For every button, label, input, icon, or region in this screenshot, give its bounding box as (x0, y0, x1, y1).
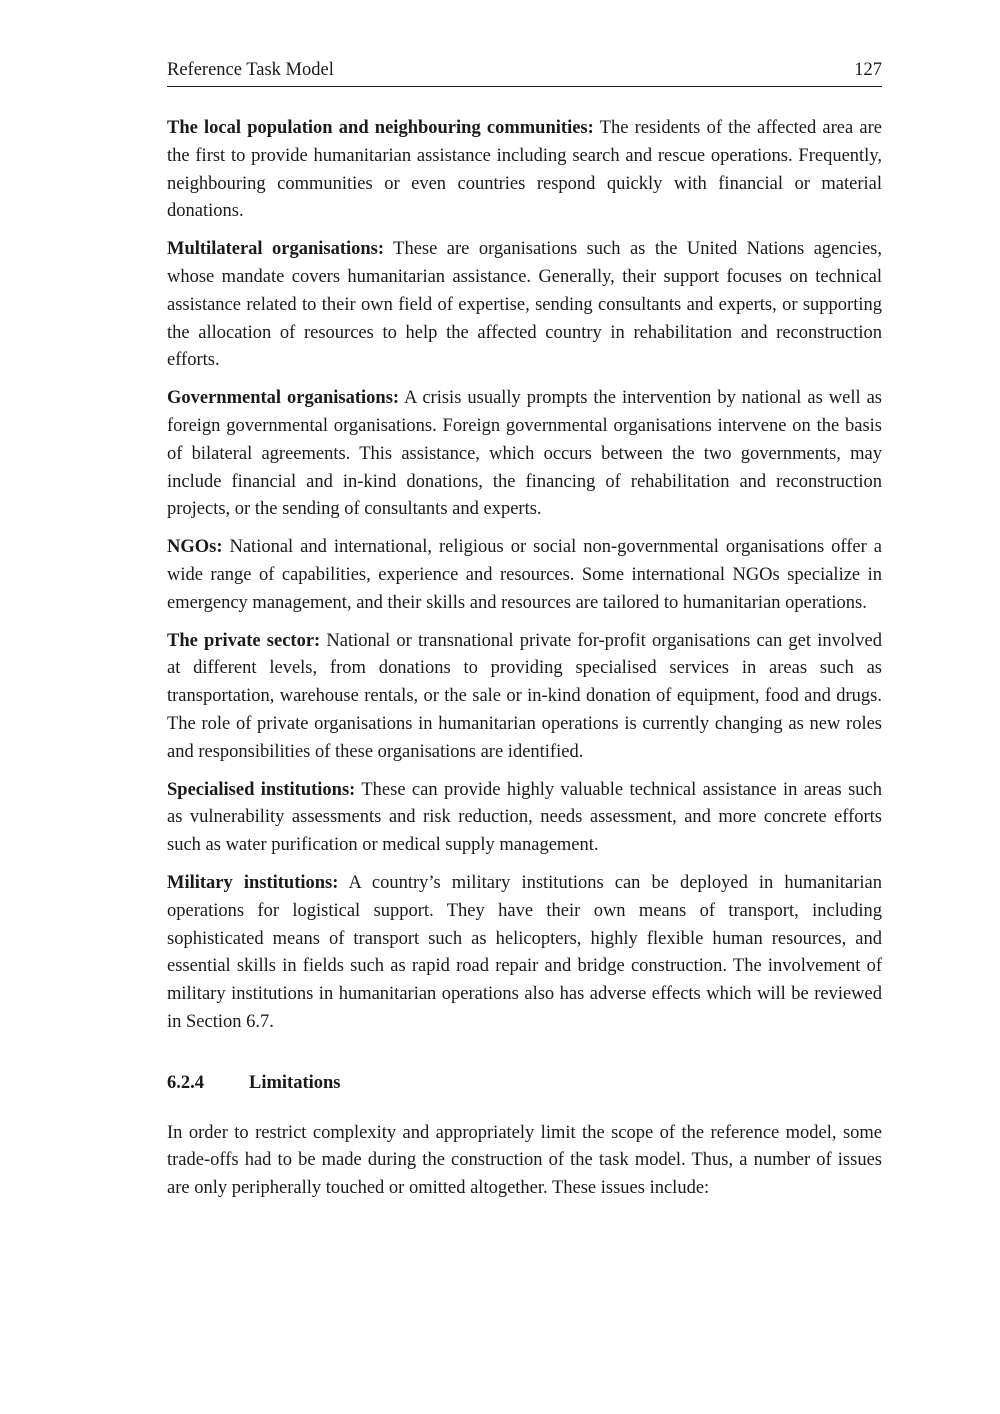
paragraph-ngos (167, 534, 882, 617)
paragraph-governmental-organisations (167, 385, 882, 524)
page-content (167, 115, 882, 1203)
text-military-institutions: A country’s military institutions can be deployed in humanitarian operations for logistical support. They have their own means of transport, including sophisticated means of transport such as helicopters, highly flexible human resources, and essential skills in fields such as rapid road repair and bridge construction. The involvement of military institutions in humanitarian operations also has adverse effects which will be reviewed in Section 6.7. (167, 872, 882, 1032)
text-specialised-institutions: These can provide highly valuable technical assistance in areas such as vulnerability assessments and risk reduction, needs assessment, and more concrete efforts such as water purification or medical supply management. (167, 779, 883, 856)
text-multilateral-organisations: These are organisations such as the United Nations agencies, whose mandate covers humanitarian assistance. Generally, their support focuses on technical assistance related to their own field of expertise, sending consultants and experts, or supporting the allocation of resources to help the affected country in rehabilitation and reconstruction efforts. (167, 239, 882, 371)
text-ngos: National and international, religious or social non-governmental organisations offer a wide range of capabilities, experience and resources. Some international NGOs specialize in emergency management, and their skills and resources are tailored to humanitarian operations. (167, 537, 882, 613)
paragraph-specialised-institutions (167, 777, 882, 860)
term-private-sector: The private sector: (167, 630, 321, 651)
paragraph-multilateral-organisations (167, 236, 882, 375)
text-private-sector: National or transnational private for-profit organisations can get involved at different levels, from donations to providing specialised services in areas such as transportation, warehouse rentals, or the sale or in-kind donation of equipment, food and drugs. The role of private organisations in humanitarian operations is currently changing as new roles and responsibilities of these organisations are identified. (167, 630, 882, 762)
paragraph-military-institutions (167, 870, 882, 1037)
term-governmental-organisations: Governmental organisations: (167, 388, 400, 409)
document-page (167, 58, 882, 1213)
section-body-paragraph: In order to restrict complexity and appropriately limit the scope of the reference model, some trade-offs had to be made during the construction of the task model. Thus, a number of issues are only peripherally touched or omitted altogether. These issues include: (167, 1122, 882, 1199)
section-title: Limitations (249, 1072, 341, 1093)
text-governmental-organisations: A crisis usually prompts the intervention by national as well as foreign governmental organisations. Foreign governmental organisations intervene on the basis of bilateral agreements. This assistance, which occurs between the two governments, may include financial and in-kind donations, the financing of rehabilitation and reconstruction projects, or the sending of consultants and experts. (167, 388, 882, 520)
term-specialised-institutions: Specialised institutions: (167, 779, 356, 800)
term-local-population: The local population and neighbouring communities: (167, 118, 594, 138)
running-header (167, 58, 882, 87)
section-number: 6.2.4 (167, 1072, 204, 1093)
text-local-population: The residents of the affected area are the first to provide humanitarian assistance including search and rescue operations. Frequently, neighbouring communities or even countries respond quickly with financial or material donations. (167, 118, 882, 222)
term-military-institutions: Military institutions: (167, 872, 339, 893)
section-heading (167, 1070, 882, 1098)
term-ngos: NGOs: (167, 537, 223, 558)
term-multilateral-organisations: Multilateral organisations: (167, 239, 385, 260)
paragraph-private-sector (167, 628, 882, 767)
page-number: 127 (854, 60, 882, 80)
running-header-title: Reference Task Model (167, 60, 334, 80)
paragraph-local-population (167, 115, 882, 226)
